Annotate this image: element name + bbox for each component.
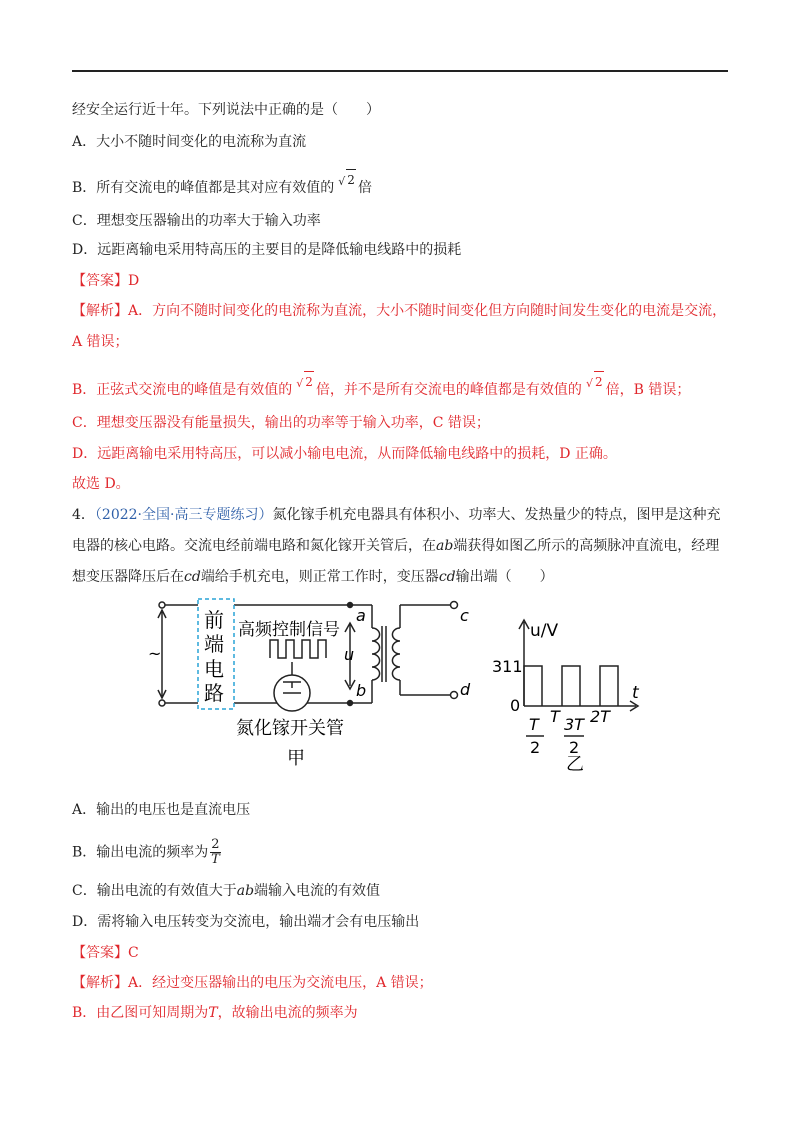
q3-option-b[interactable]: B．所有交流电的峰值都是其对应有效值的 √ 2 倍 [72, 170, 372, 198]
front-circuit-char-4: 路 [204, 681, 224, 705]
tick-2T: 2T [590, 707, 610, 726]
front-circuit-char-2: 端 [204, 632, 224, 656]
q4-stem-line3: 想变压器降压后在cd端给手机充电，则正常工作时，变压器cd输出端（ ） [72, 569, 554, 585]
terminal-b: b [356, 681, 367, 700]
q3-option-d[interactable]: D．远距离输电采用特高压的主要目的是降低输电线路中的损耗 [72, 242, 462, 258]
figure-jia-circuit [150, 596, 480, 776]
figure-yi-caption: 乙 [566, 754, 584, 775]
q3-analysis-a1: 【解析】A．方向不随时间变化的电流称为直流，大小不随时间变化但方向随时间发生变化的电流是交流， [72, 303, 727, 319]
terminal-a: a [356, 606, 366, 625]
x-axis-label: t [632, 683, 639, 703]
fraction-2-over-T: $\frac{2}{T}$ [211, 837, 220, 867]
figure-jia-caption: 甲 [287, 748, 305, 769]
origin-label: 0 [510, 696, 521, 715]
tick-half-T-den: 2 [530, 738, 541, 757]
ac-symbol: ~ [148, 644, 162, 663]
switch-label: 氮化镓开关管 [236, 718, 344, 739]
q3-analysis-b: B．正弦式交流电的峰值是有效值的 √ 2 倍，并不是所有交流电的峰值都是有效值的 √ 2 倍，B 错误； [72, 372, 690, 400]
q4-option-b[interactable]: B．输出电流的频率为 $\frac{2}{T}$ [72, 837, 220, 867]
q3-stem-tail: 经安全运行近十年。下列说法中正确的是（ ） [72, 102, 380, 118]
q3-analysis-d: D．远距离输电采用特高压，可以减小输电电流，从而降低输电线路中的损耗，D 正确。 [72, 446, 617, 462]
tick-half-T-num: T [529, 715, 539, 734]
q3-option-c[interactable]: C．理想变压器输出的功率大于输入功率 [72, 213, 321, 229]
terminal-c: c [460, 606, 469, 625]
voltage-u: u [344, 645, 355, 664]
header-rule [72, 70, 728, 72]
tick-3T2-den: 2 [569, 738, 580, 757]
q3-analysis-c: C．理想变压器没有能量损失，输出的功率等于输入功率，C 错误； [72, 415, 490, 431]
q3-answer: 【答案】D [72, 273, 140, 289]
q4-answer: 【答案】C [72, 945, 139, 961]
q4-option-c[interactable]: C．输出电流的有效值大于ab端输入电流的有效值 [72, 883, 381, 899]
y-axis-label: u/V [530, 621, 559, 641]
q4-stem-line1: 4．（2022·全国·高三专题练习）氮化镓手机充电器具有体积小、功率大、发热量少的特点，图甲是这种充 [72, 507, 721, 523]
y-value-311: 311 [492, 657, 523, 676]
figure-yi-waveform [486, 610, 646, 775]
front-circuit-char-1: 前 [204, 608, 224, 632]
sqrt-2: √ 2 [295, 372, 313, 392]
q3-conclusion: 故选 D。 [72, 476, 130, 492]
signal-label: 高频控制信号 [238, 620, 340, 640]
tick-3T2-num: 3T [564, 715, 584, 734]
q4-analysis-a: 【解析】A．经过变压器输出的电压为交流电压，A 错误； [72, 975, 433, 991]
q3-option-a[interactable]: A．大小不随时间变化的电流称为直流 [72, 134, 307, 150]
sqrt-2: √ 2 [337, 170, 355, 190]
tick-T: T [550, 707, 560, 726]
q4-option-a[interactable]: A．输出的电压也是直流电压 [72, 802, 251, 818]
q4-stem-line2: 电器的核心电路。交流电经前端电路和氮化镓开关管后，在ab端获得如图乙所示的高频脉冲直流电，经理 [72, 538, 720, 554]
q4-option-d[interactable]: D．需将输入电压转变为交流电，输出端才会有电压输出 [72, 914, 420, 930]
q4-source: （2022·全国·高三专题练习） [94, 507, 273, 523]
sqrt-2: √ 2 [585, 372, 603, 392]
q4-analysis-b: B．由乙图可知周期为T，故输出电流的频率为 [72, 1005, 358, 1021]
terminal-d: d [460, 680, 471, 699]
front-circuit-char-3: 电 [204, 657, 224, 681]
q3-analysis-a2: A 错误； [72, 334, 129, 350]
